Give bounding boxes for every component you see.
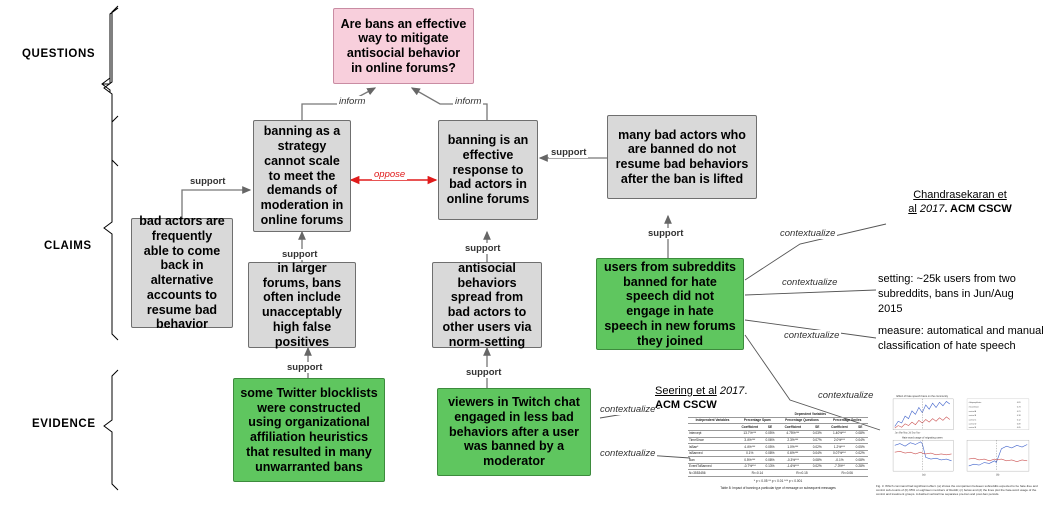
edge-label-support-norm-setting: support (465, 243, 501, 254)
svg-text:r/fatpeoplehate: r/fatpeoplehate (968, 402, 982, 405)
svg-text:0.18: 0.18 (1016, 415, 1021, 418)
svg-text:r/CoonTown: r/CoonTown (968, 406, 979, 409)
table-cell: 0.08% (808, 457, 826, 464)
table-group-header-0: Percentage Spam (737, 417, 777, 424)
table-sub-header-4: Coefficient (826, 424, 852, 431)
edge-label-support-many-bad-actors: support (551, 147, 587, 158)
svg-text:(b): (b) (996, 473, 1000, 477)
edge-label-inform-left: inform (339, 96, 366, 107)
table-row (688, 450, 868, 457)
table-sub-header-2: Coefficient (778, 424, 809, 431)
table-cell: R²=0.14 (737, 470, 777, 477)
edge-label-support-false-positives: support (282, 249, 318, 260)
table-cell: -7.3%** (826, 463, 852, 470)
svg-text:0.21: 0.21 (1016, 410, 1021, 413)
svg-text:0.09: 0.09 (1016, 423, 1021, 426)
node-evidence-twitter[interactable]: some Twitter blocklists were constructed using organizational affiliation heuristics that resulted in many unwarranted bans (233, 378, 385, 482)
citation-chandrasekaran (880, 188, 1040, 217)
edge-label-contextualize-3: contextualize (784, 330, 840, 341)
note-measure: measure: automatical and manual classification of hate speech (878, 325, 1044, 352)
table-row (688, 430, 868, 437)
svg-text:0.81: 0.81 (1016, 402, 1021, 405)
figure-table-thumbnail[interactable] (688, 412, 868, 510)
table-cell: R²=0.15 (778, 470, 827, 477)
table-cell: 0.05% (762, 430, 777, 437)
table-cell: 0.05% (762, 444, 777, 451)
table-cell: Ban (688, 457, 737, 464)
svg-text:control C: control C (968, 419, 977, 422)
table-cell: 1.0%*** (778, 444, 809, 451)
figure-plots-caption: Fig. 3. Which command had significant effect. (a) shows the comparison between subreddits expected to be hate-free and control sub-counts of (b) 95% on eighteen members of Reddit; (c) below and (d) the lines plot the hate-word usage of the control and treatment groups. A dashed vertical line separates pre-ban and post-ban periods. (876, 484, 1038, 496)
table-cell: 0.02% (852, 450, 868, 457)
table-cell: 4.4%*** (737, 444, 762, 451)
table-cell: EventToBanned (688, 463, 737, 470)
table-cell: N=3553456 (688, 470, 737, 477)
node-claim-cannot-scale[interactable]: banning as a strategy cannot scale to meet the demands of moderation in online forums (253, 120, 351, 232)
citation-seering-authors: Seering et al (655, 385, 717, 397)
table-group-header-2: Percentage Smiles (826, 417, 868, 424)
node-evidence-twitch[interactable]: viewers in Twitch chat engaged in less bad behaviors after a user was banned by a moderator (437, 388, 591, 476)
table-cell: -0.1% (826, 457, 852, 464)
table-cell: 13.7%*** (737, 430, 762, 437)
svg-text:Hate word usage of migrating u: Hate word usage of migrating users (901, 436, 943, 440)
table-cell: 0.6%*** (778, 450, 809, 457)
table-sub-header-3: SE (808, 424, 826, 431)
edge-label-support-twitch: support (466, 367, 502, 378)
svg-text:(a): (a) (922, 473, 926, 477)
figure-plots-thumbnail[interactable] (876, 392, 1046, 508)
table-cell: 0.08% (762, 457, 777, 464)
table-cell: 0.08% (762, 450, 777, 457)
table-cell: 0.08% (852, 430, 868, 437)
table-sub-header-5: SE (852, 424, 868, 431)
table-cell: 0.1% (737, 450, 762, 457)
svg-text:control B: control B (968, 415, 977, 418)
table-cell: -0.3%*** (778, 457, 809, 464)
table-group-header-1: Percentage Questions (778, 417, 827, 424)
note-setting: setting: ~25k users from two subreddits, bans in Jun/Aug 2015 (878, 273, 1016, 315)
edge-label-contextualize-1: contextualize (780, 228, 836, 239)
edge-label-contextualize-2: contextualize (782, 277, 838, 288)
table-cell: 0.08% (852, 457, 868, 464)
node-claim-many-bad-actors[interactable]: many bad actors who are banned do not resume bad behaviors after the ban is lifted (607, 115, 757, 199)
node-evidence-subreddits[interactable]: users from subreddits banned for hate speech did not engage in hate speech in new forums they joined (596, 258, 744, 350)
table-cell: 0.04% (808, 450, 826, 457)
plots-thumbnail-svg (876, 392, 1046, 478)
svg-text:0.05: 0.05 (1016, 427, 1021, 430)
table-row (688, 463, 868, 470)
table-cell: 0.5%*** (737, 457, 762, 464)
table-row (688, 457, 868, 464)
edge-label-contextualize-6: contextualize (818, 390, 874, 401)
table-cell: -1.6%*** (778, 463, 809, 470)
table-cell: 0.07%*** (826, 450, 852, 457)
table-group-header-row (688, 417, 868, 424)
table-cell: 0.13% (762, 463, 777, 470)
node-claim-effective[interactable]: banning is an effective response to bad actors in online forums (438, 120, 538, 220)
citation-chandrasekaran-authors2: al (908, 203, 917, 216)
node-claim-bad-actors-return[interactable]: bad actors are frequently able to come back in alternative accounts to resume bad behavior (131, 218, 233, 328)
svg-text:Jan Mar May Jul Sep Nov: Jan Mar May Jul Sep Nov (894, 432, 921, 435)
table-cell: 0.28% (852, 463, 868, 470)
table-cell: 0.04% (852, 437, 868, 444)
table-row (688, 437, 868, 444)
svg-text:control D: control D (968, 423, 977, 426)
table-cell: -0.7%*** (737, 463, 762, 470)
svg-text:Effect of hate speech bans on: Effect of hate speech bans on the community (896, 395, 949, 399)
citation-chandrasekaran-venue: . ACM CSCW (944, 203, 1012, 216)
svg-text:0.12: 0.12 (1016, 419, 1021, 422)
table-sub-header-row (688, 424, 868, 431)
table-cell: IsBanned (688, 450, 737, 457)
svg-text:control E: control E (968, 427, 977, 430)
citation-seering-year: 2017 (719, 385, 745, 397)
table-caption: Table 8: Impact of banning a particular type of message on subsequent messages (720, 485, 836, 490)
node-question[interactable]: Are bans an effective way to mitigate antisocial behavior in online forums? (333, 8, 474, 84)
node-claim-norm-setting[interactable]: antisocial behaviors spread from bad actors to other users via norm-setting (432, 262, 542, 348)
table-cell: 1.2%*** (826, 444, 852, 451)
edge-label-support-twitter: support (287, 362, 323, 373)
node-claim-false-positives[interactable]: in larger forums, bans often include unacceptably high false positives (248, 262, 356, 348)
table-cell: 2.0%*** (826, 437, 852, 444)
citation-seering (655, 384, 787, 413)
section-brackets (102, 6, 118, 490)
edge-label-inform-right: inform (455, 96, 482, 107)
table-sub-header-0: Coefficient (737, 424, 762, 431)
table-cell: 2.3%*** (778, 437, 809, 444)
table-cell: Intercept (688, 430, 737, 437)
edge-label-support-left-claim: support (190, 176, 226, 187)
table-row-header: Independent Variables (688, 417, 737, 424)
table-cell: 0.03% (808, 430, 826, 437)
edge-label-contextualize-4: contextualize (600, 404, 656, 415)
svg-text:0.74: 0.74 (1016, 406, 1021, 409)
table-cell: 4.75%*** (778, 430, 809, 437)
table-footnote: * p < 0.05 ** p < 0.01 *** p < 0.001 (753, 479, 803, 483)
table-cell: 0.06% (762, 437, 777, 444)
citation-seering-venue2: ACM CSCW (655, 399, 717, 412)
section-label-questions: QUESTIONS (22, 48, 96, 60)
section-label-evidence: EVIDENCE (32, 418, 96, 430)
table-thumbnail (688, 412, 868, 491)
edge-label-contextualize-5: contextualize (600, 448, 656, 459)
citation-seering-venue: . (744, 385, 748, 397)
table-cell: 0.02% (808, 444, 826, 451)
table-cell: IsBan* (688, 444, 737, 451)
svg-text:control A: control A (968, 410, 977, 413)
table-cell: 3.4%*** (737, 437, 762, 444)
table-cell: 0.07% (808, 437, 826, 444)
table-cell: R²=0.06 (826, 470, 868, 477)
table-cell: 0.02% (808, 463, 826, 470)
section-label-claims: CLAIMS (44, 240, 92, 252)
table-sub-header-1: SE (762, 424, 777, 431)
edge-label-support-subreddits: support (648, 228, 684, 239)
edge-label-oppose: oppose (374, 169, 406, 180)
table-cell: 0.05% (852, 444, 868, 451)
table-cell: 1.40%*** (826, 430, 852, 437)
table-cell: TimeSince (688, 437, 737, 444)
table-row (688, 444, 868, 451)
table-row (688, 470, 868, 477)
citation-chandrasekaran-year: 2017 (919, 203, 945, 216)
table-group-title: Dependent Variables (794, 412, 826, 416)
citation-chandrasekaran-authors: Chandrasekaran et (913, 189, 1007, 201)
